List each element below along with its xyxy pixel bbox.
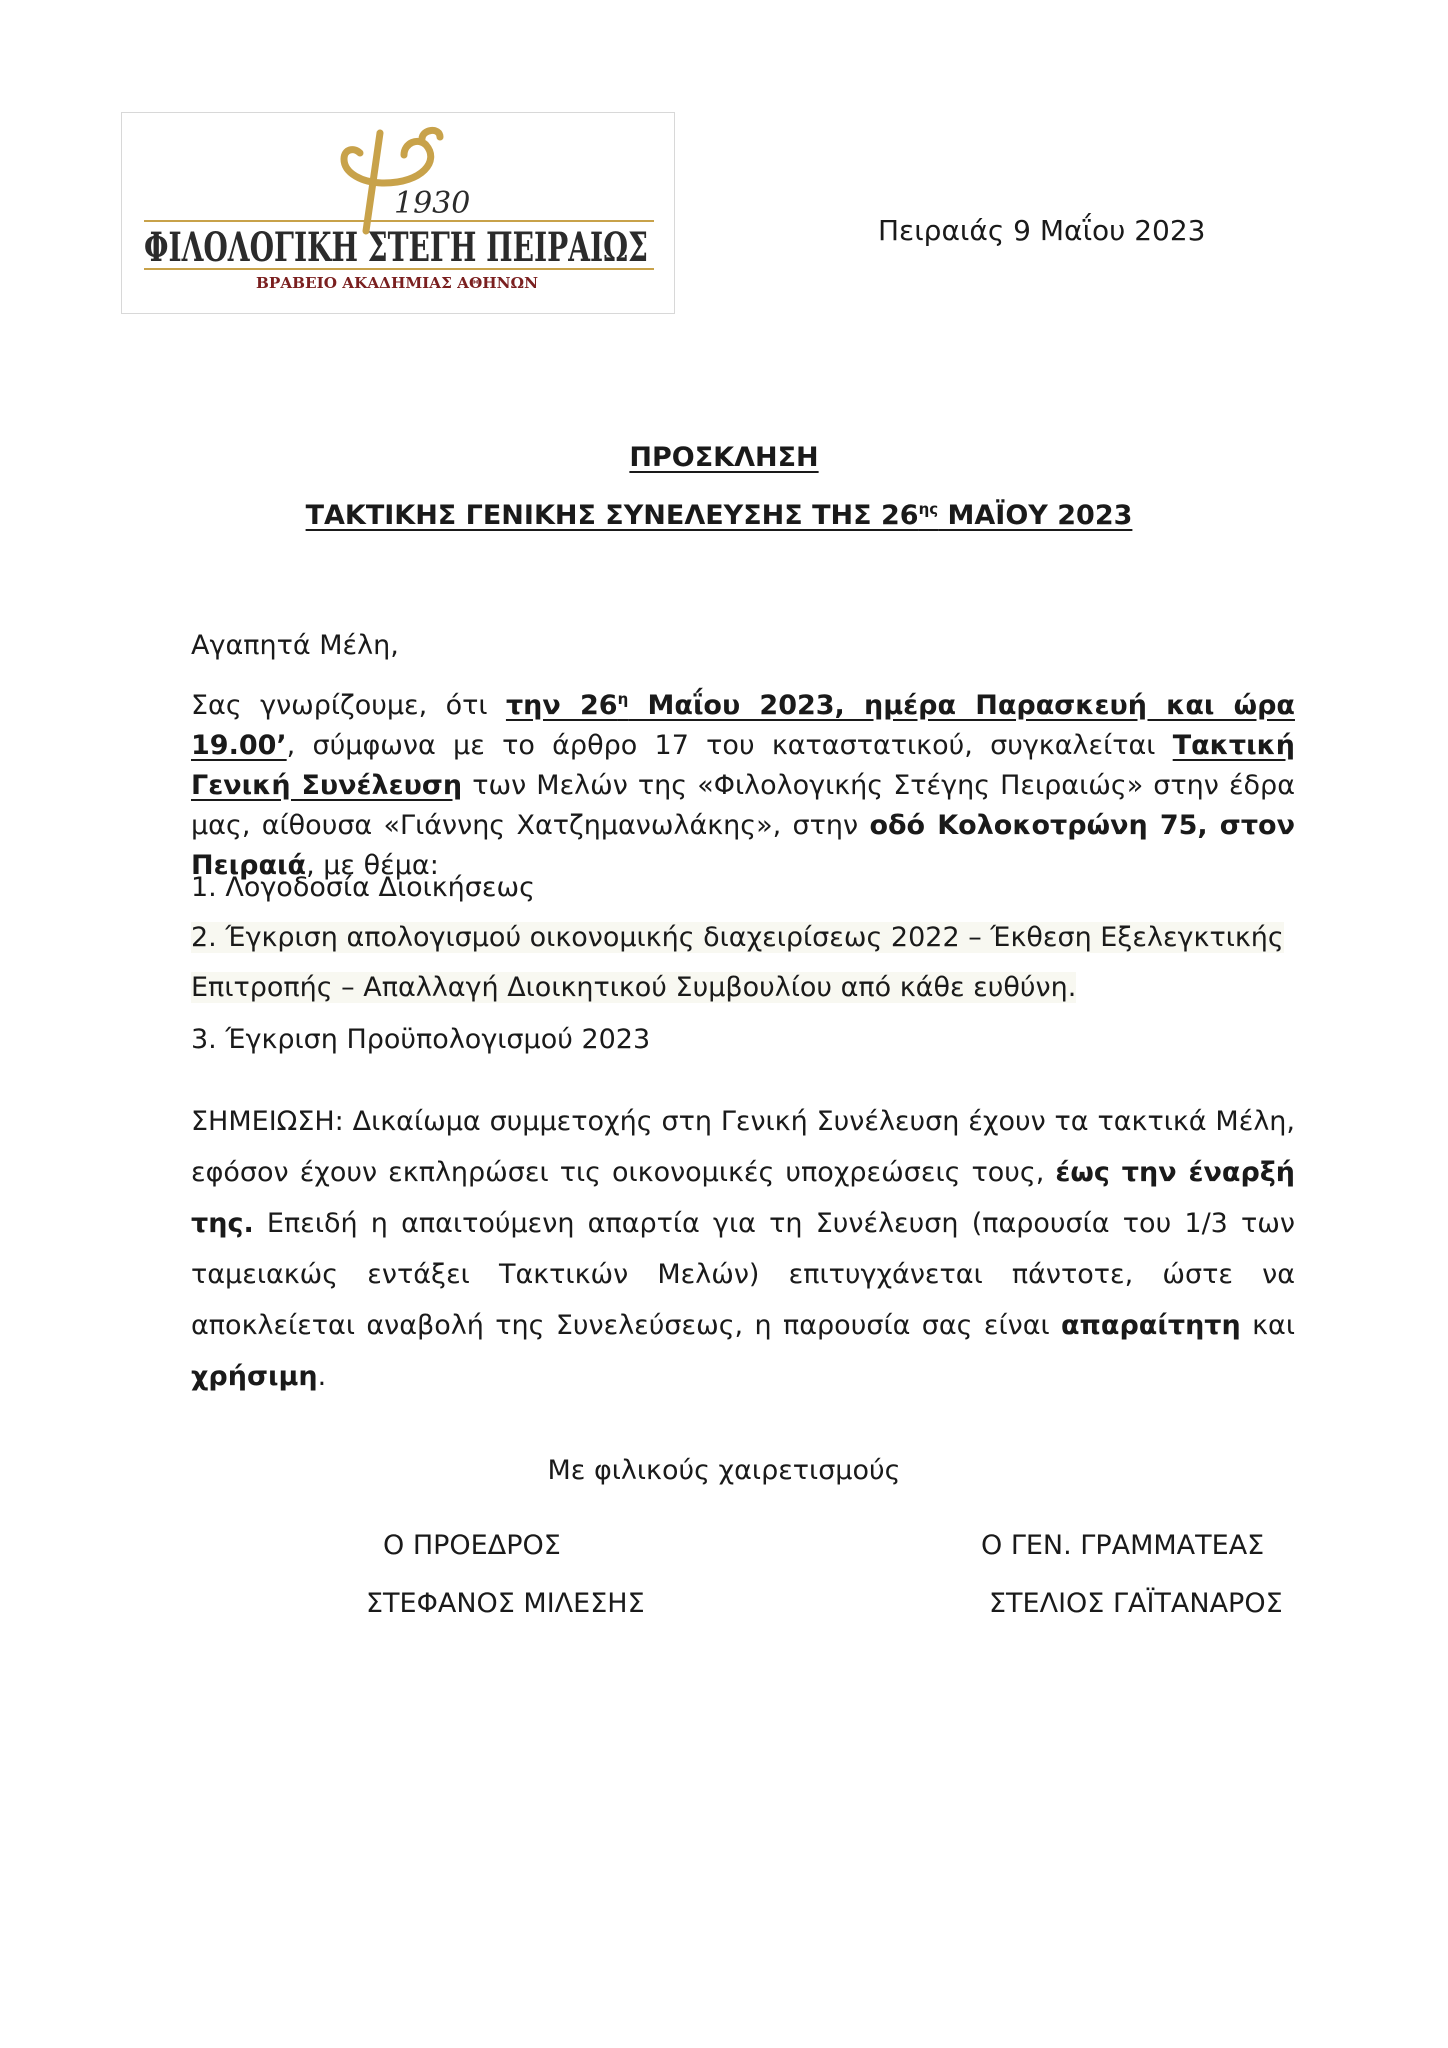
para-date-rest: Μαΐου 2023, ημέρα Παρασκευή και ώρα 19.00’ — [191, 690, 1295, 761]
secretary-name: ΣΤΕΛΙΟΣ ΓΑΪΤΑΝΑΡΟΣ — [989, 1588, 1283, 1619]
para-text-4: , με θέμα: — [306, 850, 439, 881]
para-address: οδό Κολοκοτρώνη 75, στον Πειραιά — [191, 810, 1295, 881]
para-date-day: την 26 — [505, 690, 618, 721]
subtitle-pre: ΤΑΚΤΙΚΗΣ ΓΕΝΙΚΗΣ ΣΥΝΕΛΕΥΣΗΣ ΤΗΣ 26 — [305, 500, 919, 531]
logo-name: ΦΙΛΟΛΟΓΙΚΗ ΣΤΕΓΗ ΠΕΙΡΑΙΩΣ — [144, 224, 648, 271]
president-name: ΣΤΕΦΑΝΟΣ ΜΙΛΕΣΗΣ — [366, 1588, 645, 1619]
note-text-3: και — [1240, 1310, 1295, 1341]
note-text-4: . — [317, 1361, 327, 1392]
agenda-item-1: 1. Λογοδοσία Διοικήσεως — [191, 872, 535, 903]
document-subtitle — [0, 500, 1443, 531]
phi-sigma-emblem-icon — [122, 113, 676, 315]
para-date-sup: η — [617, 690, 629, 708]
note-bold-2: απαραίτητη — [1061, 1310, 1241, 1341]
para-assembly-type: Τακτική Γενική Συνέλευση — [191, 730, 1295, 801]
para-text-1: Σας γνωρίζουμε, ότι — [191, 690, 506, 721]
agenda-item-2-line2: Επιτροπής – Απαλλαγή Διοικητικού Συμβουλίου από κάθε ευθύνη. — [191, 972, 1077, 1003]
para-text-2: , σύμφωνα με το άρθρο 17 του καταστατικού, συγκαλείται — [286, 730, 1173, 761]
subtitle-sup: ης — [918, 500, 939, 518]
para-text-3: των Μελών της «Φιλολογικής Στέγης Πειραιώς» στην έδρα μας, αίθουσα «Γιάννης Χατζημανωλάκης», στην — [191, 770, 1295, 841]
closing-salutation: Με φιλικούς χαιρετισμούς — [547, 1455, 901, 1486]
greeting: Αγαπητά Μέλη, — [191, 630, 399, 661]
president-role: Ο ΠΡΟΕΔΡΟΣ — [383, 1530, 561, 1561]
agenda-item-3: 3. Έγκριση Προϋπολογισμού 2023 — [191, 1024, 651, 1055]
logo-award: ΒΡΑΒΕΙΟ ΑΚΑΔΗΜΙΑΣ ΑΘΗΝΩΝ — [256, 274, 539, 292]
document-title: ΠΡΟΣΚΛΗΣΗ — [629, 442, 819, 473]
note-paragraph — [191, 1096, 1295, 1402]
note-bold-3: χρήσιμη — [191, 1361, 318, 1392]
secretary-role: Ο ΓΕΝ. ΓΡΑΜΜΑΤΕΑΣ — [981, 1530, 1265, 1561]
note-text-1: ΣΗΜΕΙΩΣΗ: Δικαίωμα συμμετοχής στη Γενική Συνέλευση έχουν τα τακτικά Μέλη, εφόσον έχουν εκπληρώσει τις οικονομικές υποχρεώσεις τους, — [191, 1106, 1295, 1188]
document-date: Πειραιάς 9 Μαΐου 2023 — [878, 214, 1206, 247]
agenda-item-2-line1: 2. Έγκριση απολογισμού οικονομικής διαχειρίσεως 2022 – Έκθεση Εξελεγκτικής — [191, 922, 1284, 953]
subtitle-post: ΜΑΪΟΥ 2023 — [938, 500, 1133, 531]
logo-year: 1930 — [394, 186, 471, 221]
note-text-2: Επειδή η απαιτούμενη απαρτία για τη Συνέλευση (παρουσία του 1/3 των ταμειακώς εντάξει Τακτικών Μελών) επιτυγχάνεται πάντοτε, ώστε να αποκλείεται αναβολή της Συνελεύσεως, η παρουσία σας είναι — [191, 1208, 1295, 1341]
invitation-paragraph — [191, 686, 1295, 886]
note-bold-1: έως την έναρξή της. — [191, 1157, 1295, 1239]
organization-logo — [121, 112, 675, 314]
